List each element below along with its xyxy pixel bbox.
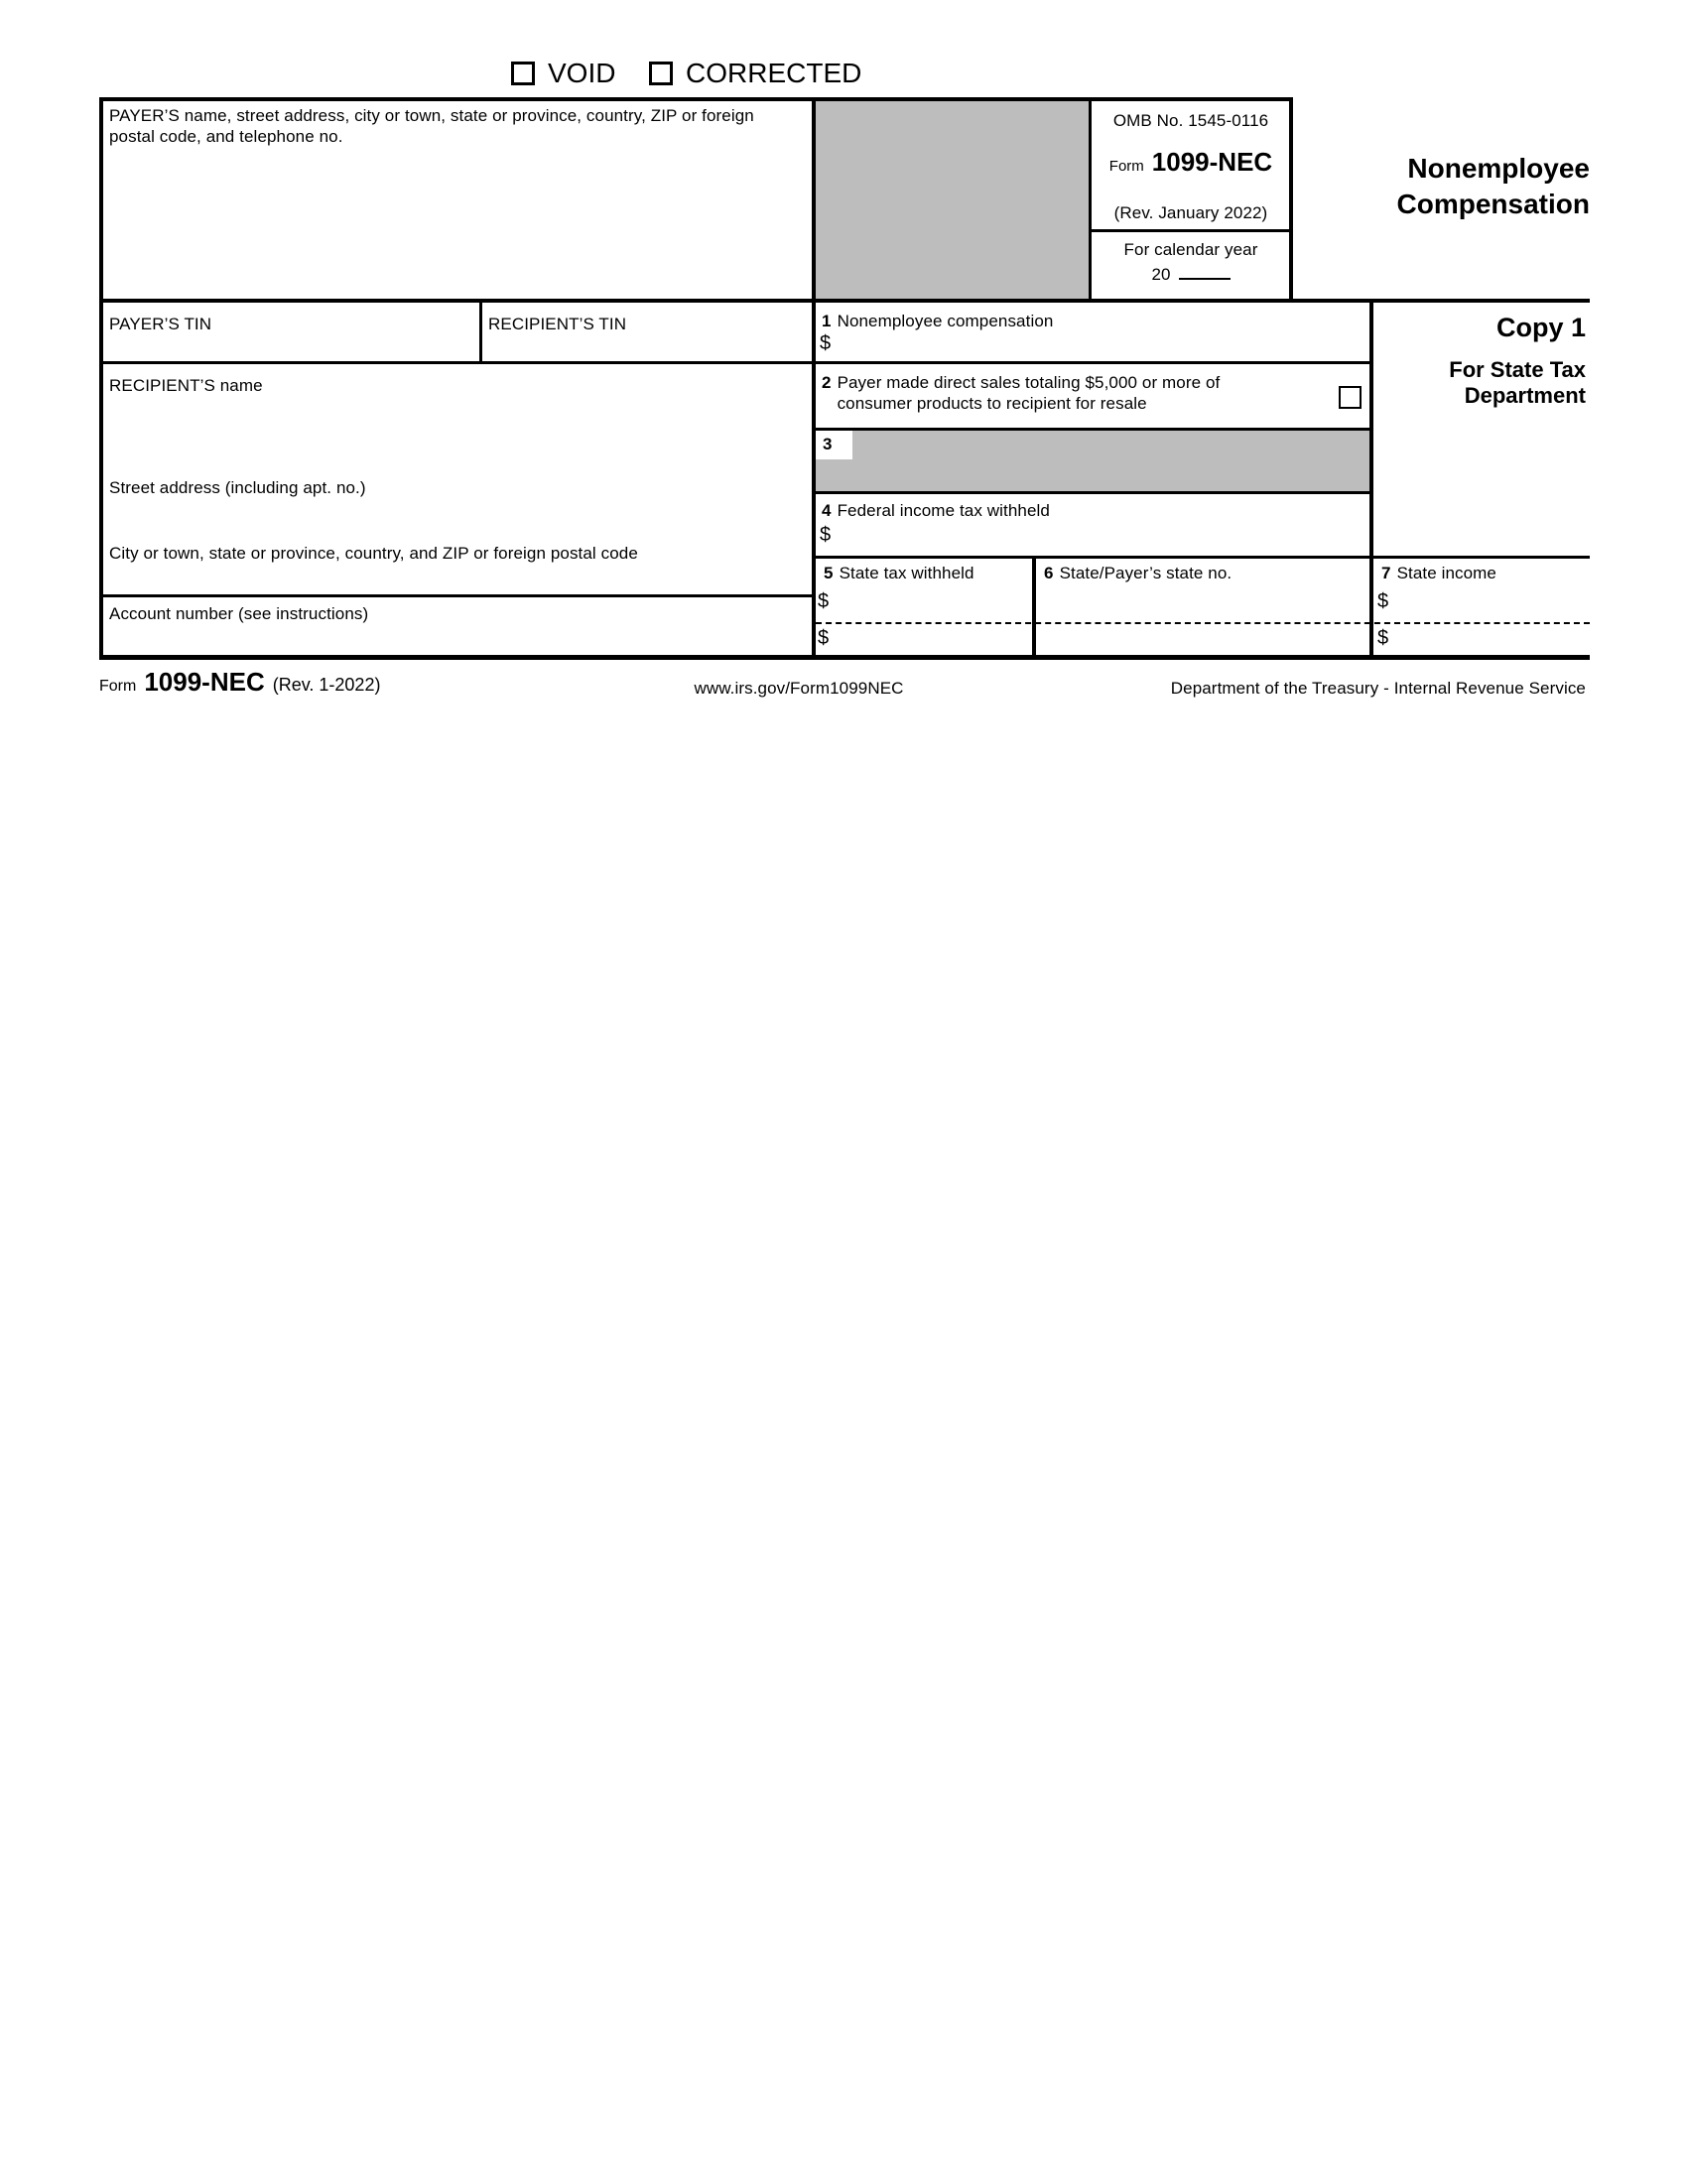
recipient-tin-input[interactable]	[486, 335, 804, 359]
dashed-state-row-divider	[816, 622, 1590, 624]
account-number-input[interactable]	[105, 627, 806, 653]
border-header-bottom	[99, 299, 1590, 303]
box5-dollar-sign-row1: $	[818, 590, 830, 612]
border-box2-bottom	[812, 428, 1372, 431]
box5-number: 5	[824, 564, 834, 582]
box2-label-row	[822, 372, 1274, 414]
omb-number: OMB No. 1545-0116	[1112, 111, 1269, 130]
box7-number: 7	[1381, 564, 1391, 582]
void-label: VOID	[548, 58, 616, 88]
payer-tin-label: PAYER’S TIN	[109, 315, 212, 333]
copy-for-line1: For State Tax	[1449, 357, 1586, 382]
account-number-label: Account number (see instructions)	[109, 604, 369, 623]
footer-url[interactable]: www.irs.gov/Form1099NEC	[694, 679, 904, 698]
footer-agency: Department of the Treasury - Internal Revenue Service	[1170, 679, 1586, 698]
void-checkbox[interactable]	[511, 62, 535, 85]
form-title-line1: Nonemployee	[1407, 153, 1590, 184]
box1-label-row	[822, 311, 1358, 331]
city-label: City or town, state or province, country, and ZIP or foreign postal code	[109, 544, 638, 563]
border-top	[99, 97, 1293, 101]
border-bottom	[99, 655, 1590, 660]
box5-dollar-sign-row2: $	[818, 627, 830, 649]
form-revision: (Rev. January 2022)	[1113, 203, 1268, 222]
box5-amount-row1-input[interactable]	[840, 591, 1024, 613]
shaded-area-box3	[816, 431, 1369, 491]
border-box4-bottom	[812, 556, 1590, 559]
border-tin-bottom	[99, 361, 1372, 364]
box7-label: State income	[1396, 564, 1496, 582]
footer-form-number: 1099-NEC	[144, 667, 265, 697]
border-box3-bottom	[812, 491, 1372, 494]
box7-dollar-sign-row2: $	[1377, 627, 1389, 649]
box5-amount-row2-input[interactable]	[840, 628, 1024, 650]
border-left	[99, 97, 103, 660]
border-account-top	[99, 594, 816, 597]
form-number-row	[1092, 147, 1290, 178]
recipient-name-label: RECIPIENT’S name	[109, 376, 263, 395]
copy-block	[1381, 312, 1586, 409]
form-title-line2: Compensation	[1396, 189, 1590, 219]
box6-state-no-row2-input[interactable]	[1042, 628, 1363, 650]
box3-number: 3	[823, 435, 833, 453]
box4-dollar-sign: $	[820, 524, 832, 546]
box7-amount-row1-input[interactable]	[1399, 591, 1586, 613]
box2-number: 2	[822, 373, 832, 392]
box7-amount-row2-input[interactable]	[1399, 628, 1586, 650]
box7-label-row	[1381, 563, 1585, 583]
box6-state-no-row1-input[interactable]	[1042, 589, 1363, 617]
box6-label: State/Payer’s state no.	[1059, 564, 1233, 582]
payer-tin-input[interactable]	[105, 335, 472, 359]
payer-info-input[interactable]	[105, 151, 806, 295]
box5-label: State tax withheld	[839, 564, 974, 582]
street-address-input[interactable]	[105, 501, 806, 539]
copy-title: Copy 1	[1495, 313, 1586, 342]
box4-amount-input[interactable]	[844, 525, 1360, 549]
calendar-year-input[interactable]	[1179, 262, 1231, 280]
recipient-name-input[interactable]	[105, 399, 806, 472]
box1-amount-input[interactable]	[844, 333, 1360, 357]
box4-label-row	[822, 500, 1358, 521]
box2-label: Payer made direct sales totaling $5,000 or more of consumer products to recipient for resale	[837, 373, 1221, 413]
box1-dollar-sign: $	[820, 332, 832, 354]
border-tin-divider	[479, 299, 482, 364]
form-number: 1099-NEC	[1151, 147, 1273, 177]
corrected-checkbox[interactable]	[649, 62, 673, 85]
payer-info-label: PAYER’S name, street address, city or town, state or province, country, ZIP or foreign postal code, and telephone no.	[109, 106, 754, 146]
footer-form-id	[99, 667, 380, 698]
box4-label: Federal income tax withheld	[837, 501, 1050, 520]
border-center-divider	[812, 97, 816, 660]
box5-label-row	[824, 563, 1022, 583]
box7-dollar-sign-row1: $	[1377, 590, 1389, 612]
calendar-year-label: For calendar year	[1123, 240, 1258, 259]
shaded-area-top	[816, 101, 1089, 299]
recipient-tin-label: RECIPIENT’S TIN	[488, 315, 627, 333]
box1-label: Nonemployee compensation	[837, 312, 1054, 330]
border-box5-box6-divider	[1032, 556, 1036, 660]
form-title	[1310, 151, 1590, 222]
box3-number-cell	[816, 431, 852, 459]
corrected-label: CORRECTED	[686, 58, 862, 88]
footer-revision: (Rev. 1-2022)	[272, 675, 381, 695]
box6-label-row	[1044, 563, 1362, 583]
calendar-year-prefix: 20	[1151, 265, 1171, 284]
footer-form-word: Form	[99, 678, 137, 695]
box6-number: 6	[1044, 564, 1054, 582]
calendar-year-row	[1092, 262, 1290, 285]
form-word: Form	[1108, 158, 1144, 175]
copy-for-line2: Department	[1464, 383, 1586, 408]
border-right-column	[1369, 299, 1373, 660]
direct-sales-checkbox[interactable]	[1339, 386, 1362, 409]
city-input[interactable]	[105, 567, 806, 592]
box4-number: 4	[822, 501, 832, 520]
street-address-label: Street address (including apt. no.)	[109, 478, 366, 497]
border-omb-divider	[1089, 229, 1293, 232]
box1-number: 1	[822, 312, 832, 330]
